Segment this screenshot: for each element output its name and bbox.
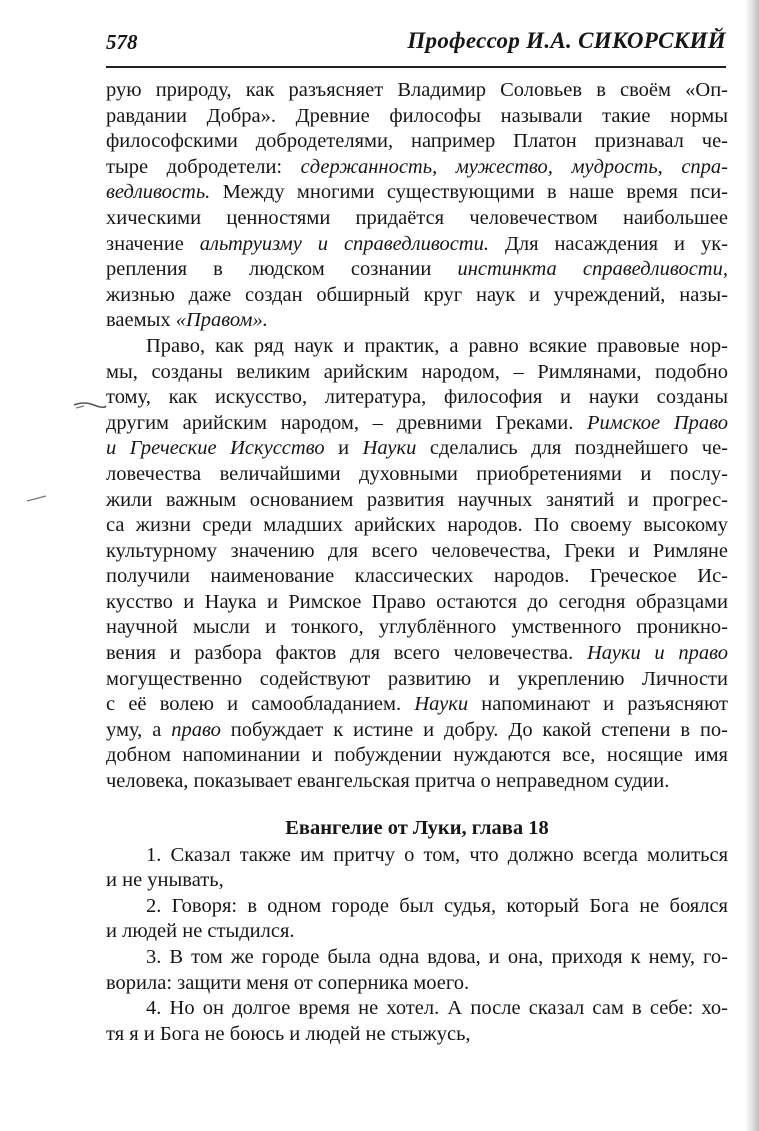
text-run: 4. Но он долгое время не хотел. А после сказал сам в себе: хо- (146, 997, 728, 1020)
text-line (106, 971, 728, 997)
gospel-verses (106, 843, 728, 1048)
text-line (106, 283, 728, 309)
text-run: научной мысли и тонкого, углублённого умственного проникно- (106, 616, 728, 639)
text-line (106, 462, 728, 488)
text-line (106, 843, 728, 869)
text-line (106, 436, 728, 462)
text-run: мы, созданы великим арийским народом, – Римлянами, подобно (106, 360, 728, 383)
text-run: побуждает к истине и добру. До какой степени в по- (220, 718, 728, 741)
italic-text: Науки (362, 437, 417, 460)
text-line (106, 206, 728, 232)
text-run: жили важным основанием развития научных занятий и прогрес- (106, 488, 728, 511)
text-run: и людей не стыдился. (106, 920, 295, 943)
text-line (106, 78, 728, 104)
text-line (106, 129, 728, 155)
italic-text: ведливость. (106, 181, 211, 204)
text-run: вения и разбора фактов для всего человечества. (106, 642, 587, 665)
text-run: человека, показывает евангельская притча о неправедном судии. (106, 770, 670, 793)
text-run: Право, как ряд наук и практик, а равно всякие правовые нор- (146, 334, 728, 357)
page-edge-shadow (745, 0, 759, 1131)
section-heading: Евангелие от Луки, глава 18 (285, 816, 549, 839)
text-line (106, 590, 728, 616)
text-run: ворила: защити меня от соперника моего. (106, 971, 470, 994)
running-header (106, 24, 726, 64)
text-line (106, 513, 728, 539)
text-run: значение (106, 232, 200, 255)
text-run: тому, как искусство, литература, философия и науки созданы (106, 386, 728, 409)
italic-text: инстинкта справедливости, (457, 258, 728, 281)
text-line (106, 769, 728, 795)
pencil-mark-arrow (72, 398, 108, 412)
text-run: 1. Сказал также им притчу о том, что должно всегда молиться (146, 843, 728, 866)
italic-text: право (171, 718, 221, 741)
section-gap (106, 795, 728, 813)
italic-text: сдержанность, мужество, мудрость, спра- (300, 155, 728, 178)
text-run: и (324, 437, 363, 460)
text-line (106, 996, 728, 1022)
text-run: напоминают и разъясняют (468, 693, 728, 716)
text-run: 2. Говоря: в одном городе был судья, который Бога не боялся (146, 894, 728, 917)
text-run: са жизни среди младших арийских народов. По своему высокому (106, 514, 728, 537)
header-rule (106, 66, 726, 68)
text-run: другим арийским народом, – древними Греками. (106, 411, 588, 434)
text-run: репления в людском сознании (106, 258, 458, 281)
text-line (106, 385, 728, 411)
text-run: ловечества величайшими духовными приобретениями и послу- (106, 462, 728, 485)
text-line (106, 667, 728, 693)
text-run: рую природу, как разъясняет Владимир Соловьев в своём «Оп- (106, 79, 728, 101)
italic-text: Науки (414, 693, 469, 716)
text-run: добном напоминании и побуждении нуждаются все, носящие имя (106, 744, 728, 767)
text-run: Для насаждения и ук- (489, 232, 728, 255)
text-run: ваемых (106, 309, 176, 332)
text-line (106, 743, 728, 769)
text-run: уму, а (106, 718, 172, 741)
text-run: получили наименование классических народов. Греческое Ис- (106, 565, 728, 588)
text-line (106, 360, 728, 386)
page-body (106, 78, 728, 1047)
text-run: философскими добродетелями, например Платон признавал че- (106, 130, 728, 153)
text-line (106, 641, 728, 667)
italic-text: альтруизму и справедливости. (199, 232, 489, 255)
text-run: сделались для позднейшего че- (416, 437, 728, 460)
text-line (106, 411, 728, 437)
text-line (106, 919, 728, 945)
text-run: тя я и Бога не боюсь и людей не стыжусь, (106, 1022, 471, 1045)
text-run: могущественно содействуют развитию и укреплению Личности (106, 667, 728, 690)
italic-text: Римское Право (587, 411, 728, 434)
text-run: равдании Добра». Древние философы называли такие нормы (106, 104, 728, 127)
text-line (106, 232, 728, 258)
italic-text: и Греческие Искусство (106, 437, 325, 460)
text-line (106, 488, 728, 514)
text-line (106, 692, 728, 718)
text-run: и не унывать, (106, 869, 224, 892)
italic-text: «Правом». (175, 309, 268, 332)
text-line (106, 155, 728, 181)
text-line (106, 718, 728, 744)
text-run: культурному значению для всего человечества, Греки и Римляне (106, 539, 728, 562)
paragraph-2 (106, 334, 728, 795)
pencil-mark-dash (26, 493, 48, 503)
text-line (106, 104, 728, 130)
text-line (106, 334, 728, 360)
text-run: с её волею и самообладанием. (106, 693, 415, 716)
text-run: 3. В том же городе была одна вдова, и она, приходя к нему, го- (146, 946, 728, 968)
text-line (106, 539, 728, 565)
page-number: 578 (106, 30, 138, 54)
text-run: хическими ценностями придаётся человечеством наибольшее (106, 206, 728, 229)
text-run: Между многими существующими в наше время пси- (210, 181, 728, 204)
text-line (106, 615, 728, 641)
text-run: тыре добродетели: (106, 155, 301, 178)
text-line (106, 945, 728, 971)
running-title: Профессор И.А. СИКОРСКИЙ (407, 28, 726, 53)
text-line (106, 564, 728, 590)
text-run: жизнью даже создан обширный круг наук и учреждений, назы- (106, 283, 728, 306)
text-run: кусство и Наука и Римское Право остаются до сегодня образцами (106, 590, 728, 613)
text-line (106, 1022, 728, 1048)
text-line (106, 257, 728, 283)
text-line (106, 868, 728, 894)
text-line (106, 308, 728, 334)
text-line (106, 894, 728, 920)
paragraph-1 (106, 78, 728, 334)
text-line (106, 180, 728, 206)
italic-text: Науки и право (586, 642, 728, 665)
